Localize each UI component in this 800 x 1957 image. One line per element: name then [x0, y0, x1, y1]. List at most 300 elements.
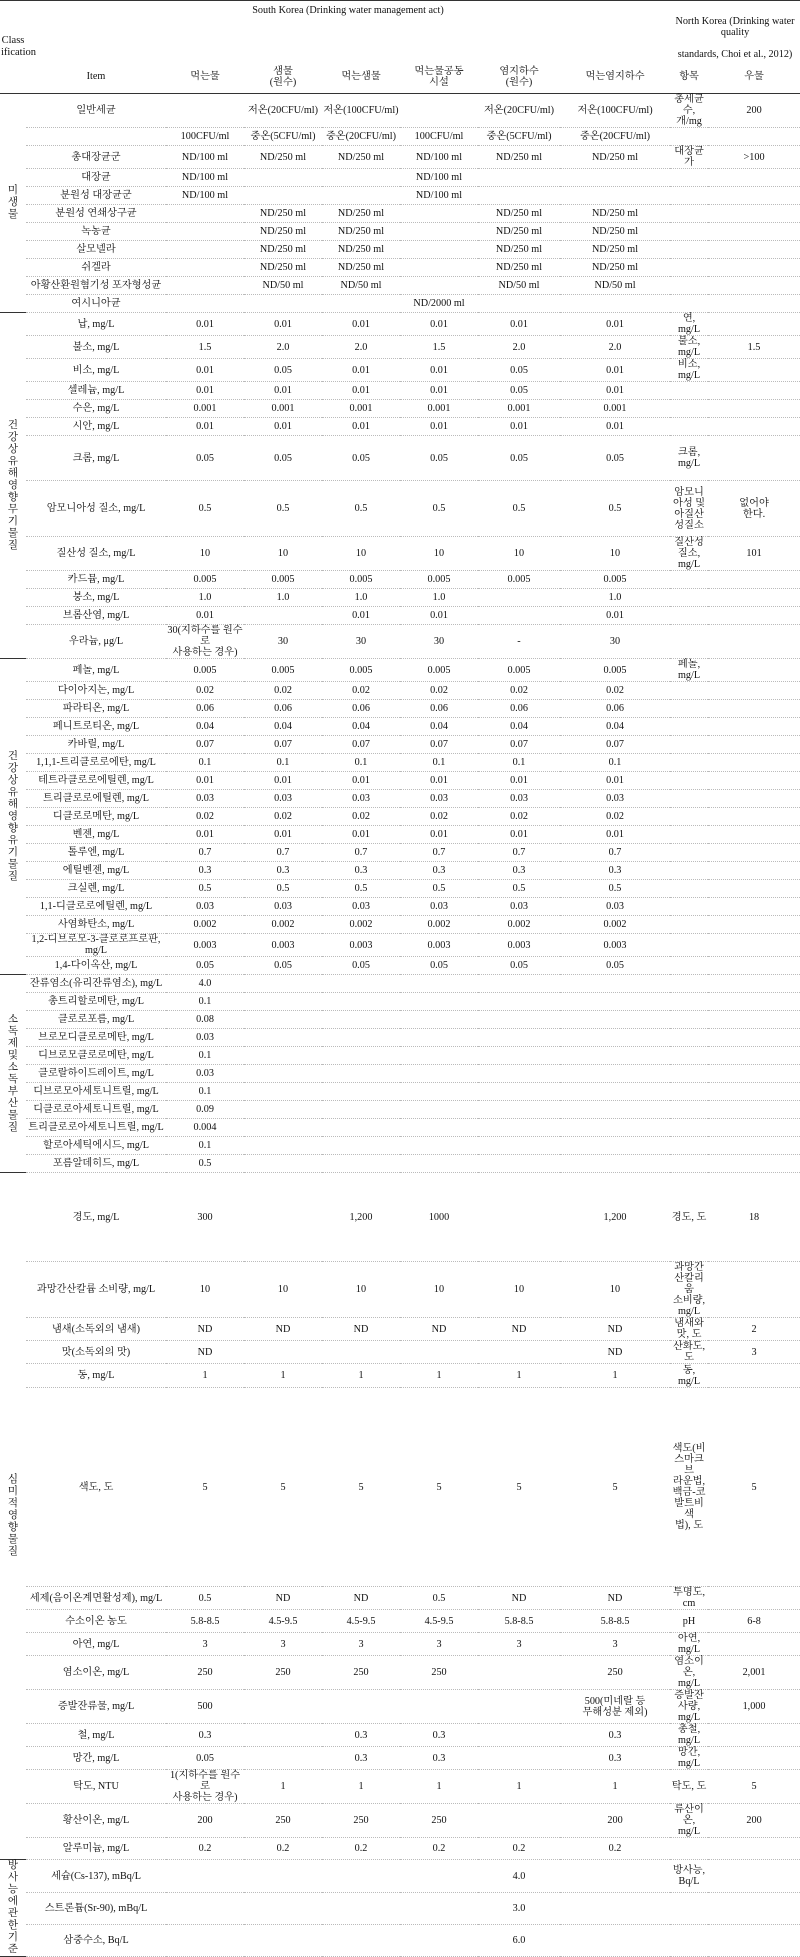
sk-value-cell: 250 — [560, 1656, 670, 1690]
nk-value-cell — [708, 1065, 800, 1083]
item-cell: 벤젠, mg/L — [26, 826, 166, 844]
table-row — [0, 313, 800, 336]
sk-value-cell: ND — [478, 1587, 560, 1610]
sk-value-cell: 2.0 — [560, 336, 670, 359]
sk-value-cell: 0.05 — [166, 1747, 244, 1770]
nk-item-cell — [670, 223, 708, 241]
sk-value-cell: 0.04 — [244, 718, 322, 736]
nk-item-cell — [670, 700, 708, 718]
sk-value-cell: 0.01 — [478, 772, 560, 790]
group-label-text: 소독제 및 소독부산물질 — [7, 1013, 19, 1133]
table-row — [0, 481, 800, 537]
nk-item-cell — [670, 1137, 708, 1155]
nk-item-cell: 대장균가 — [670, 146, 708, 169]
sk-value-cell: 0.7 — [244, 844, 322, 862]
sk-value-cell: 저온(100CFU/ml) — [322, 94, 400, 128]
sk-value-cell — [166, 241, 244, 259]
item-cell: 디브로모클로로메탄, mg/L — [26, 1047, 166, 1065]
sk-value-cell: 0.005 — [166, 571, 244, 589]
sk-value-cell: 30 — [400, 625, 478, 659]
sk-value-cell — [400, 1137, 478, 1155]
sk-value-cell: 1.0 — [166, 589, 244, 607]
table-row — [0, 336, 800, 359]
table-row — [0, 128, 800, 146]
nk-value-cell — [708, 359, 800, 382]
sk-value-cell: 1,200 — [322, 1173, 400, 1262]
item-cell: 카바릴, mg/L — [26, 736, 166, 754]
sk-value-cell: 저온(20CFU/ml) — [244, 94, 322, 128]
nk-value-cell: 5 — [708, 1770, 800, 1804]
sk-value-cell: ND/100 ml — [166, 187, 244, 205]
nk-value-cell — [708, 1587, 800, 1610]
item-cell: 페니트로티온, mg/L — [26, 718, 166, 736]
sk-value-cell: 0.01 — [478, 418, 560, 436]
sk-value-cell — [478, 1047, 560, 1065]
sk-value-cell: 0.005 — [244, 659, 322, 682]
sk-value-cell: 0.01 — [400, 382, 478, 400]
item-cell: 셀레늄, mg/L — [26, 382, 166, 400]
sk-value-cell: 0.005 — [166, 659, 244, 682]
sk-value-cell: 0.002 — [166, 916, 244, 934]
sk-value-cell — [560, 1101, 670, 1119]
sk-value-cell: 0.04 — [166, 718, 244, 736]
table-row — [0, 1656, 800, 1690]
sk-value-cell: ND/250 ml — [244, 205, 322, 223]
nk-value-cell — [708, 436, 800, 481]
sk-value-cell: 1.0 — [322, 589, 400, 607]
sk-value-cell: 0.3 — [560, 862, 670, 880]
item-cell: 에틸벤젠, mg/L — [26, 862, 166, 880]
sk-value-cell — [560, 1065, 670, 1083]
sk-value-cell — [166, 259, 244, 277]
table-row — [0, 808, 800, 826]
sk-value-cell: ND — [166, 1318, 244, 1341]
sk-value-cell: 0.01 — [400, 418, 478, 436]
nk-value-cell — [708, 1925, 800, 1957]
table-row — [0, 1925, 800, 1957]
sk-value-cell: 0.01 — [322, 607, 400, 625]
sk-value-cell: ND/250 ml — [322, 205, 400, 223]
nk-item-cell — [670, 754, 708, 772]
nk-value-cell — [708, 718, 800, 736]
sk-value-cell: 0.5 — [400, 1587, 478, 1610]
nk-item-cell — [670, 1101, 708, 1119]
table-row — [0, 736, 800, 754]
sk-value-cell — [244, 169, 322, 187]
table-row — [0, 880, 800, 898]
nk-value-cell — [708, 790, 800, 808]
sk-value-cell — [400, 1155, 478, 1173]
item-cell: 총트리할로메탄, mg/L — [26, 993, 166, 1011]
nk-item-cell: 암모니아성 및 아질산성질소 — [670, 481, 708, 537]
sk-value-cell — [244, 1083, 322, 1101]
sk-col-header: 먹는샘물 — [322, 60, 400, 94]
sk-value-cell — [244, 1173, 322, 1262]
sk-value-cell: 0.5 — [560, 880, 670, 898]
sk-value-cell: 0.01 — [244, 826, 322, 844]
item-cell: 알루미늄, mg/L — [26, 1838, 166, 1860]
nk-value-cell — [708, 187, 800, 205]
item-cell — [26, 128, 166, 146]
sk-value-cell: 5.8-8.5 — [560, 1610, 670, 1633]
sk-value-cell: ND/250 ml — [560, 205, 670, 223]
nk-item-cell: 과망간산칼리움 소비량, mg/L — [670, 1262, 708, 1318]
sk-value-cell: ND/250 ml — [560, 241, 670, 259]
south-korea-header: South Korea (Drinking water management act) — [26, 1, 670, 61]
sk-value-cell: 0.03 — [244, 790, 322, 808]
sk-value-cell — [400, 1690, 478, 1724]
item-cell: 분원성 대장균군 — [26, 187, 166, 205]
sk-value-cell — [560, 975, 670, 993]
item-cell: 녹농균 — [26, 223, 166, 241]
sk-value-cell: ND/250 ml — [244, 223, 322, 241]
nk-item-cell — [670, 1893, 708, 1925]
table-row — [0, 589, 800, 607]
sk-value-cell: 0.001 — [166, 400, 244, 418]
sk-value-cell — [322, 1925, 400, 1957]
sk-value-cell: 0.1 — [166, 1047, 244, 1065]
sk-value-cell: 0.1 — [166, 1137, 244, 1155]
sk-value-cell: 500 — [166, 1690, 244, 1724]
sk-value-cell: 0.2 — [478, 1838, 560, 1860]
sk-value-cell: 10 — [322, 537, 400, 571]
sk-value-cell: 0.7 — [166, 844, 244, 862]
sk-value-cell: 0.01 — [322, 826, 400, 844]
sk-value-cell: 0.002 — [478, 916, 560, 934]
nk-item-cell: 질산성 질소, mg/L — [670, 537, 708, 571]
item-cell: 사염화탄소, mg/L — [26, 916, 166, 934]
sk-value-cell: 0.01 — [244, 772, 322, 790]
sk-value-cell — [244, 1925, 322, 1957]
sk-value-cell: 0.02 — [166, 682, 244, 700]
nk-item-cell — [670, 187, 708, 205]
nk-item-cell — [670, 1029, 708, 1047]
sk-value-cell: 2.0 — [244, 336, 322, 359]
item-cell: 증발잔류물, mg/L — [26, 1690, 166, 1724]
nk-value-cell — [708, 808, 800, 826]
sk-value-cell: 300 — [166, 1173, 244, 1262]
sk-value-cell: 0.05 — [560, 436, 670, 481]
item-cell: 납, mg/L — [26, 313, 166, 336]
nk-item-cell — [670, 826, 708, 844]
sk-value-cell — [322, 187, 400, 205]
nk-value-cell — [708, 313, 800, 336]
sk-value-cell — [322, 1065, 400, 1083]
sk-value-cell — [244, 1011, 322, 1029]
sk-value-cell: 0.07 — [478, 736, 560, 754]
sk-value-cell: 10 — [322, 1262, 400, 1318]
sk-value-cell: 0.01 — [400, 826, 478, 844]
nk-col-header: 항목 — [670, 60, 708, 94]
sk-value-cell: 0.07 — [166, 736, 244, 754]
nk-item-cell — [670, 808, 708, 826]
sk-value-cell: 0.01 — [560, 313, 670, 336]
sk-value-cell — [560, 1047, 670, 1065]
sk-value-cell: 1000 — [400, 1173, 478, 1262]
sk-value-cell: ND/250 ml — [322, 223, 400, 241]
item-cell: 카드뮴, mg/L — [26, 571, 166, 589]
nk-item-cell: 산화도, 도 — [670, 1341, 708, 1364]
sk-value-cell — [478, 169, 560, 187]
sk-value-cell: ND — [560, 1341, 670, 1364]
sk-value-cell: 0.001 — [400, 400, 478, 418]
sk-value-cell — [478, 1656, 560, 1690]
sk-value-cell — [322, 169, 400, 187]
sk-value-cell: 0.002 — [244, 916, 322, 934]
table-row — [0, 1388, 800, 1587]
sk-value-cell: 5.8-8.5 — [478, 1610, 560, 1633]
sk-value-cell — [400, 1860, 478, 1893]
table-row — [0, 934, 800, 957]
nk-item-cell: 증발잔사량, mg/L — [670, 1690, 708, 1724]
nk-item-cell — [670, 295, 708, 313]
sk-value-cell: 0.004 — [166, 1119, 244, 1137]
sk-value-cell: 10 — [560, 537, 670, 571]
sk-value-cell: 1,200 — [560, 1173, 670, 1262]
nk-item-cell — [670, 736, 708, 754]
nk-value-cell — [708, 700, 800, 718]
sk-value-cell — [322, 1341, 400, 1364]
sk-value-cell: ND/250 ml — [560, 259, 670, 277]
table-row — [0, 1137, 800, 1155]
sk-value-cell — [322, 1047, 400, 1065]
sk-value-cell: 0.005 — [560, 659, 670, 682]
sk-value-cell: 0.06 — [400, 700, 478, 718]
sk-value-cell — [478, 187, 560, 205]
sk-value-cell: 0.01 — [166, 359, 244, 382]
sk-value-cell: 0.2 — [560, 1838, 670, 1860]
group-label-text: 건강상 유해영향무기물질 — [7, 419, 19, 551]
sk-value-cell — [400, 94, 478, 128]
table-row — [0, 1119, 800, 1137]
sk-value-cell: 0.005 — [322, 571, 400, 589]
sk-value-cell: 0.1 — [166, 1083, 244, 1101]
nk-value-cell — [708, 1724, 800, 1747]
nk-item-cell — [670, 1011, 708, 1029]
item-cell: 삼중수소, Bq/L — [26, 1925, 166, 1957]
item-cell: 경도, mg/L — [26, 1173, 166, 1262]
sk-value-cell: ND/250 ml — [560, 223, 670, 241]
sk-value-cell — [400, 1065, 478, 1083]
sk-value-cell: 0.07 — [322, 736, 400, 754]
sk-value-cell — [166, 277, 244, 295]
sk-value-cell — [244, 1893, 322, 1925]
item-cell: 파라티온, mg/L — [26, 700, 166, 718]
item-cell: 트리클로로에틸렌, mg/L — [26, 790, 166, 808]
sk-value-cell: 0.02 — [244, 808, 322, 826]
item-cell: 세슘(Cs-137), mBq/L — [26, 1860, 166, 1893]
sk-value-cell: ND/50 ml — [478, 277, 560, 295]
sk-value-cell: 250 — [400, 1804, 478, 1838]
nk-value-cell — [708, 1893, 800, 1925]
group-label — [0, 975, 26, 1173]
sk-value-cell — [244, 1690, 322, 1724]
sk-value-cell: 0.01 — [478, 826, 560, 844]
sk-col-header: 염지하수 (원수) — [478, 60, 560, 94]
sk-value-cell: ND — [400, 1318, 478, 1341]
nk-item-cell — [670, 916, 708, 934]
sk-value-cell — [244, 1047, 322, 1065]
sk-value-cell: 0.06 — [478, 700, 560, 718]
group-label — [0, 94, 26, 313]
sk-value-cell — [322, 1011, 400, 1029]
sk-value-cell: 0.5 — [560, 481, 670, 537]
nk-value-cell — [708, 993, 800, 1011]
sk-value-cell — [560, 1137, 670, 1155]
sk-value-cell — [560, 295, 670, 313]
sk-value-cell: 0.01 — [478, 313, 560, 336]
table-row — [0, 94, 800, 128]
sk-value-cell — [478, 1137, 560, 1155]
sk-value-cell — [400, 975, 478, 993]
sk-value-cell: 0.03 — [560, 898, 670, 916]
nk-value-cell — [708, 607, 800, 625]
sk-value-cell: 1 — [560, 1770, 670, 1804]
nk-item-cell — [670, 277, 708, 295]
sk-value-cell: 0.05 — [322, 957, 400, 975]
sk-value-cell: 0.03 — [322, 898, 400, 916]
sk-value-cell: 0.01 — [244, 382, 322, 400]
item-cell: 아연, mg/L — [26, 1633, 166, 1656]
sk-value-cell: 2.0 — [322, 336, 400, 359]
sk-value-cell: 1 — [322, 1364, 400, 1388]
sk-value-cell: 0.01 — [322, 772, 400, 790]
nk-item-cell: 탁도, 도 — [670, 1770, 708, 1804]
item-cell: 1,2-디브로모-3-클로로프로판, mg/L — [26, 934, 166, 957]
nk-value-cell — [708, 1633, 800, 1656]
sk-value-cell: 0.2 — [400, 1838, 478, 1860]
nk-item-cell: 불소, mg/L — [670, 336, 708, 359]
nk-item-cell — [670, 844, 708, 862]
table-row — [0, 277, 800, 295]
sk-value-cell: 10 — [166, 1262, 244, 1318]
sk-value-cell — [478, 1804, 560, 1838]
item-cell: 잔류염소(유리잔류염소), mg/L — [26, 975, 166, 993]
sk-value-cell: 0.002 — [322, 916, 400, 934]
table-row — [0, 1262, 800, 1318]
sk-value-cell — [478, 1065, 560, 1083]
sk-value-cell: 0.03 — [478, 790, 560, 808]
sk-value-cell: 중온(5CFU/ml) — [478, 128, 560, 146]
sk-value-cell: ND — [478, 1318, 560, 1341]
sk-value-cell — [478, 975, 560, 993]
nk-value-cell — [708, 826, 800, 844]
sk-value-cell: 100CFU/ml — [166, 128, 244, 146]
sk-value-cell — [322, 1690, 400, 1724]
sk-value-cell — [560, 187, 670, 205]
sk-value-cell: 0.01 — [400, 772, 478, 790]
table-row — [0, 916, 800, 934]
sk-value-cell: 1 — [322, 1770, 400, 1804]
table-row — [0, 1155, 800, 1173]
sk-value-cell: 5.8-8.5 — [166, 1610, 244, 1633]
sk-value-cell: 0.02 — [400, 808, 478, 826]
sk-value-cell: 0.02 — [166, 808, 244, 826]
sk-value-cell: 0.02 — [244, 682, 322, 700]
item-cell: 시안, mg/L — [26, 418, 166, 436]
table-row — [0, 1690, 800, 1724]
table-row — [0, 1893, 800, 1925]
nk-value-cell — [708, 1860, 800, 1893]
group-label-text: 건강상 유해영향유기물질 — [7, 750, 19, 882]
table-row — [0, 718, 800, 736]
sk-value-cell: 0.06 — [322, 700, 400, 718]
sk-value-cell: 0.003 — [244, 934, 322, 957]
nk-value-cell — [708, 862, 800, 880]
nk-value-cell — [708, 754, 800, 772]
nk-item-cell — [670, 418, 708, 436]
sk-value-cell: 4.5-9.5 — [400, 1610, 478, 1633]
table-row — [0, 625, 800, 659]
item-cell: 수은, mg/L — [26, 400, 166, 418]
sk-value-cell: 0.3 — [166, 1724, 244, 1747]
sk-value-cell: ND/250 ml — [478, 223, 560, 241]
item-cell: 톨루엔, mg/L — [26, 844, 166, 862]
sk-value-cell — [478, 1747, 560, 1770]
table-row — [0, 1047, 800, 1065]
sk-value-cell: 3 — [560, 1633, 670, 1656]
nk-value-cell: 1,000 — [708, 1690, 800, 1724]
sk-value-cell: 0.09 — [166, 1101, 244, 1119]
nk-value-cell — [708, 1838, 800, 1860]
item-cell: 붕소, mg/L — [26, 589, 166, 607]
sk-value-cell: 0.07 — [400, 736, 478, 754]
sk-value-cell: 0.05 — [244, 359, 322, 382]
nk-item-cell — [670, 898, 708, 916]
sk-value-cell: 1 — [400, 1364, 478, 1388]
table-row — [0, 754, 800, 772]
table-row — [0, 1011, 800, 1029]
sk-value-cell — [244, 975, 322, 993]
nk-value-cell — [708, 659, 800, 682]
sk-value-cell — [166, 1893, 244, 1925]
item-cell: 여시니아균 — [26, 295, 166, 313]
sk-value-cell: 0.5 — [166, 880, 244, 898]
table-row — [0, 359, 800, 382]
nk-value-cell — [708, 1262, 800, 1318]
sk-value-cell: ND/250 ml — [244, 241, 322, 259]
sk-value-cell: 3 — [244, 1633, 322, 1656]
sk-value-cell: 0.002 — [560, 916, 670, 934]
nk-item-cell: 방사능, Bq/L — [670, 1860, 708, 1893]
sk-value-cell — [322, 993, 400, 1011]
sk-value-cell — [322, 1860, 400, 1893]
sk-value-cell: 4.5-9.5 — [322, 1610, 400, 1633]
sk-value-cell: 0.03 — [166, 790, 244, 808]
nk-item-cell — [670, 934, 708, 957]
nk-item-cell — [670, 1838, 708, 1860]
sk-value-cell: ND/100 ml — [400, 187, 478, 205]
sk-value-cell: 0.5 — [400, 481, 478, 537]
nk-value-cell — [708, 1083, 800, 1101]
nk-value-cell — [708, 295, 800, 313]
group-label-text: 방사능에 관한 기준 — [7, 1860, 19, 1955]
nk-item-cell — [670, 400, 708, 418]
nk-value-cell — [708, 400, 800, 418]
nk-item-cell — [670, 1119, 708, 1137]
nk-item-cell — [670, 589, 708, 607]
sk-value-cell — [478, 1690, 560, 1724]
nk-item-cell — [670, 1083, 708, 1101]
sk-value-cell: 3 — [322, 1633, 400, 1656]
sk-value-cell: 5 — [400, 1388, 478, 1587]
nk-item-cell — [670, 205, 708, 223]
sk-value-cell: 0.05 — [244, 436, 322, 481]
nk-value-cell: 2 — [708, 1318, 800, 1341]
sk-value-cell: 5 — [166, 1388, 244, 1587]
sk-value-cell: 0.05 — [244, 957, 322, 975]
sk-value-cell: 0.1 — [244, 754, 322, 772]
